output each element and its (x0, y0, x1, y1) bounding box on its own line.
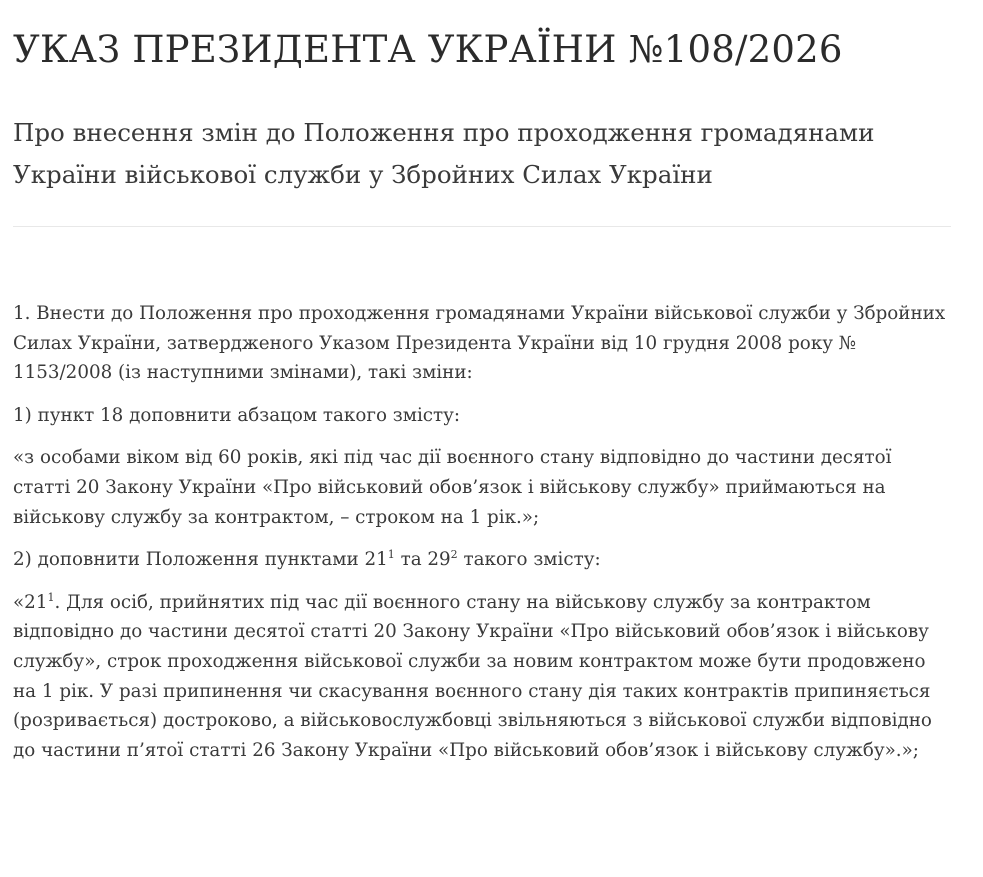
paragraph-2: 1) пункт 18 доповнити абзацом такого змісту: (13, 404, 461, 426)
paragraph-4-sup-1: 1 (387, 548, 395, 562)
paragraph-5-text-b: . Для осіб, прийнятих під час дії воєнного стану на військову службу за контрактом відповідно до частини десятої статті 20 Закону України «Про військовий обов’язок і військову службу», строк проходження військової служби за новим контрактом може бути продовжено на 1 рік. У разі припинення чи скасування воєнного стану дія таких контрактів припиняється (розривається) достроково, а військовослужбовці звільняються з військової служби відповідно до частини п’ятої статті 26 Закону України «Про військовий обов’язок і військову службу».»; (13, 591, 932, 761)
page-title: УКАЗ ПРЕЗИДЕНТА УКРАЇНИ №108/2026 (13, 28, 843, 71)
paragraph-4-text-b: та 29 (394, 549, 451, 571)
paragraph-1: 1. Внести до Положення про проходження громадянами України військової служби у Збройних Силах України, затвердженого Указом Президента України від 10 грудня 2008 року № 1153/2008 (із наступними змінами), такі зміни: (13, 303, 946, 384)
divider (13, 226, 951, 227)
paragraph-5 (13, 588, 951, 766)
paragraph-4-text-c: такого змісту: (457, 549, 601, 571)
paragraph-4-text-a: 2) доповнити Положення пунктами 21 (13, 549, 388, 571)
page-subtitle: Про внесення змін до Положення про проходження громадянами України військової служби у Збройних Силах України (13, 118, 875, 189)
paragraph-3: «з особами віком від 60 років, які під час дії воєнного стану відповідно до частини десятої статті 20 Закону України «Про військовий обов’язок і військову службу» приймаються на військову службу за контрактом, – строком на 1 рік.»; (13, 447, 892, 528)
document-body (13, 299, 951, 765)
paragraph-5-text-a: «21 (13, 591, 48, 613)
paragraph-5-sup-1: 1 (47, 590, 55, 604)
document-page (0, 27, 983, 765)
paragraph-4-sup-2: 2 (450, 548, 458, 562)
paragraph-4 (13, 545, 951, 575)
